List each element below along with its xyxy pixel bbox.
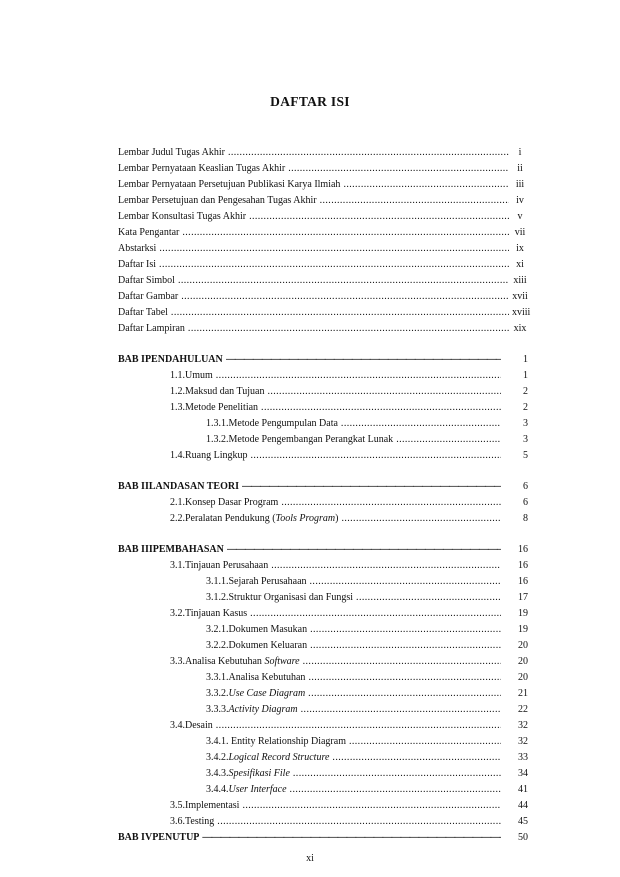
toc-entry (206, 735, 528, 749)
leader-dots (159, 258, 509, 272)
entry-label: 3.1.Tinjauan Perusahaan (170, 560, 269, 571)
chapter-number: BAB I (118, 354, 145, 365)
chapter-number: BAB III (118, 544, 153, 555)
leader-dots (216, 369, 501, 383)
chapter-heading (118, 353, 528, 367)
entry-label: Lembar Konsultasi Tugas Akhir (118, 211, 247, 222)
entry-page: 2 (523, 386, 528, 397)
chapter-title: PENUTUP (152, 832, 200, 843)
toc-entry (118, 322, 528, 336)
entry-label: 1.1.Umum (170, 370, 213, 381)
entry-page: xi (516, 259, 524, 270)
entry-label: 1.3.1.Metode Pengumpulan Data (206, 418, 338, 429)
leader-dots (242, 799, 501, 813)
entry-page: 20 (518, 640, 528, 651)
entry-label: Daftar Tabel (118, 307, 168, 318)
leader-dots (301, 703, 501, 717)
toc-entry (170, 815, 528, 829)
toc-entry (118, 194, 528, 208)
entry-page: 34 (518, 768, 528, 779)
leader-dots (171, 306, 509, 320)
chapter-heading (118, 480, 528, 494)
entry-page: 6 (523, 497, 528, 508)
chapter-heading (118, 831, 528, 845)
toc-entry (170, 369, 528, 383)
entry-page: 16 (518, 544, 528, 555)
entry-page: 2 (523, 402, 528, 413)
toc-entry (118, 274, 528, 288)
leader-dots (288, 162, 509, 176)
entry-page: ix (516, 243, 524, 254)
leader-dots (310, 575, 501, 589)
toc-entry (206, 767, 528, 781)
entry-label-italic: User Interface (228, 784, 287, 795)
entry-page: 20 (518, 672, 528, 683)
leader-dots (242, 480, 501, 494)
entry-page: 3 (523, 434, 528, 445)
toc-entry (206, 433, 528, 447)
toc-entry (170, 512, 528, 526)
entry-label: 1.2.Maksud dan Tujuan (170, 386, 265, 397)
toc-entry (170, 799, 528, 813)
entry-label: Daftar Gambar (118, 291, 179, 302)
toc-entry (206, 671, 528, 685)
entry-page: 50 (518, 832, 528, 843)
toc-entry (206, 623, 528, 637)
leader-dots (308, 671, 501, 685)
entry-label: 3.4.Desain (170, 720, 213, 731)
leader-dots (281, 496, 501, 510)
leader-dots (228, 146, 509, 160)
entry-page: ii (517, 163, 523, 174)
toc-entry (118, 226, 528, 240)
entry-page: iv (516, 195, 524, 206)
entry-label: Kata Pengantar (118, 227, 180, 238)
toc-entry (170, 401, 528, 415)
entry-page: i (518, 147, 522, 158)
toc-entry (118, 210, 528, 224)
entry-page: 22 (518, 704, 528, 715)
leader-dots (320, 194, 509, 208)
entry-label: 3.3.3.Activity Diagram (206, 704, 298, 715)
entry-page: 6 (523, 481, 528, 492)
toc-entry (170, 719, 528, 733)
entry-label: Daftar Simbol (118, 275, 175, 286)
entry-page: 3 (523, 418, 528, 429)
entry-label: 2.2.Peralatan Pendukung (Tools Program) (170, 513, 339, 524)
entry-page: 16 (518, 576, 528, 587)
entry-label: 3.2.1.Dokumen Masukan (206, 624, 308, 635)
chapter-title: PEMBAHASAN (152, 544, 224, 555)
entry-page: 45 (518, 816, 528, 827)
entry-page: 5 (523, 450, 528, 461)
entry-label: 3.4.1. Entity Relationship Diagram (206, 736, 346, 747)
chapter-number: BAB II (118, 481, 149, 492)
entry-page: 1 (523, 354, 528, 365)
toc-entry (206, 751, 528, 765)
leader-dots (250, 607, 501, 621)
leader-dots (249, 210, 509, 224)
leader-dots (332, 751, 501, 765)
entry-page: 32 (518, 720, 528, 731)
leader-dots (303, 655, 501, 669)
leader-dots (293, 767, 501, 781)
toc-entry (170, 496, 528, 510)
leader-dots (227, 543, 501, 557)
toc-entry (206, 639, 528, 653)
toc-entry (170, 449, 528, 463)
toc-entry (118, 178, 528, 192)
leader-dots (343, 178, 509, 192)
page-number: xi (306, 853, 314, 864)
entry-label: 1.3.Metode Penelitian (170, 402, 259, 413)
toc-entry (206, 417, 528, 431)
toc-entry (206, 687, 528, 701)
leader-dots (226, 353, 501, 367)
entry-page: xvii (512, 291, 528, 302)
toc-entry (118, 306, 531, 320)
entry-page: xiii (513, 275, 527, 286)
entry-label: Daftar Isi (118, 259, 157, 270)
leader-dots (310, 623, 501, 637)
entry-page: iii (515, 179, 525, 190)
entry-label-italic: Spesifikasi File (228, 768, 290, 779)
toc-entry (170, 559, 528, 573)
entry-label: 3.4.2.Logical Record Structure (206, 752, 330, 763)
entry-label: 3.1.1.Sejarah Perusahaan (206, 576, 307, 587)
toc-entry (118, 162, 528, 176)
entry-page: 32 (518, 736, 528, 747)
leader-dots (159, 242, 509, 256)
entry-page: 17 (518, 592, 528, 603)
entry-label-italic: Activity Diagram (228, 704, 298, 715)
leader-dots (267, 385, 501, 399)
leader-dots (251, 449, 502, 463)
leader-dots (310, 639, 501, 653)
leader-dots (308, 687, 501, 701)
entry-page: 16 (518, 560, 528, 571)
leader-dots (341, 512, 501, 526)
page-title: DAFTAR ISI (270, 94, 350, 109)
leader-dots (181, 290, 509, 304)
entry-page: xviii (512, 307, 531, 318)
leader-dots (341, 417, 501, 431)
entry-page: 1 (523, 370, 528, 381)
chapter-heading (118, 543, 528, 557)
entry-label-italic: Software (264, 656, 300, 667)
entry-page: 33 (518, 752, 528, 763)
entry-page: xix (513, 323, 527, 334)
entry-label: 1.3.2.Metode Pengembangan Perangkat Lunak (206, 434, 394, 445)
leader-dots (271, 559, 501, 573)
entry-label: Lembar Pernyataan Persetujuan Publikasi Karya Ilmiah (118, 179, 341, 190)
toc-entry (206, 783, 528, 797)
entry-label-italic: Logical Record Structure (228, 752, 330, 763)
entry-page: 20 (518, 656, 528, 667)
leader-dots (182, 226, 509, 240)
entry-label: 3.3.1.Analisa Kebutuhan (206, 672, 306, 683)
toc-entry (170, 607, 528, 621)
entry-page: 19 (518, 624, 528, 635)
entry-label: 3.2.Tinjauan Kasus (170, 608, 248, 619)
toc-entry (118, 146, 528, 160)
entry-label: Daftar Lampiran (118, 323, 185, 334)
entry-label-italic: Tools Program (275, 513, 336, 524)
entry-label: 3.3.Analisa Kebutuhan Software (170, 656, 300, 667)
entry-label: 2.1.Konsep Dasar Program (170, 497, 279, 508)
toc-entry (118, 258, 528, 272)
entry-page: 41 (518, 784, 528, 795)
entry-page: v (517, 211, 523, 222)
entry-label: Abstarksi (118, 243, 157, 254)
entry-label: 3.6.Testing (170, 816, 215, 827)
chapter-title: PENDAHULUAN (144, 354, 223, 365)
entry-label-italic: Use Case Diagram (228, 688, 306, 699)
leader-dots (261, 401, 501, 415)
entry-page: vii (514, 227, 526, 238)
toc-entry (170, 385, 528, 399)
chapter-number: BAB IV (118, 832, 153, 843)
entry-label: 3.1.2.Struktur Organisasi dan Fungsi (206, 592, 354, 603)
entry-page: 8 (523, 513, 528, 524)
leader-dots (217, 815, 501, 829)
entry-label: Lembar Judul Tugas Akhir (118, 147, 225, 158)
entry-label: Lembar Persetujuan dan Pengesahan Tugas Akhir (118, 195, 317, 206)
leader-dots (349, 735, 501, 749)
entry-page: 44 (518, 800, 528, 811)
entry-label: 3.4.3.Spesifikasi File (206, 768, 290, 779)
toc-entry (118, 290, 528, 304)
entry-page: 19 (518, 608, 528, 619)
entry-label: 1.4.Ruang Lingkup (170, 450, 248, 461)
entry-label: 3.4.4.User Interface (206, 784, 287, 795)
leader-dots (396, 433, 501, 447)
toc-entry (206, 591, 528, 605)
toc-entry (118, 242, 528, 256)
leader-dots (356, 591, 501, 605)
chapter-title: LANDASAN TEORI (148, 481, 239, 492)
entry-label: Lembar Pernyataan Keaslian Tugas Akhir (118, 163, 286, 174)
toc-entry (206, 703, 528, 717)
toc-entry (206, 575, 528, 589)
entry-label: 3.3.2.Use Case Diagram (206, 688, 306, 699)
leader-dots (290, 783, 501, 797)
leader-dots (216, 719, 501, 733)
leader-dots (178, 274, 509, 288)
entry-page: 21 (518, 688, 528, 699)
entry-label: 3.2.2.Dokumen Keluaran (206, 640, 308, 651)
leader-dots (188, 322, 509, 336)
entry-label: 3.5.Implementasi (170, 800, 240, 811)
toc-entry (170, 655, 528, 669)
leader-dots (202, 831, 501, 845)
